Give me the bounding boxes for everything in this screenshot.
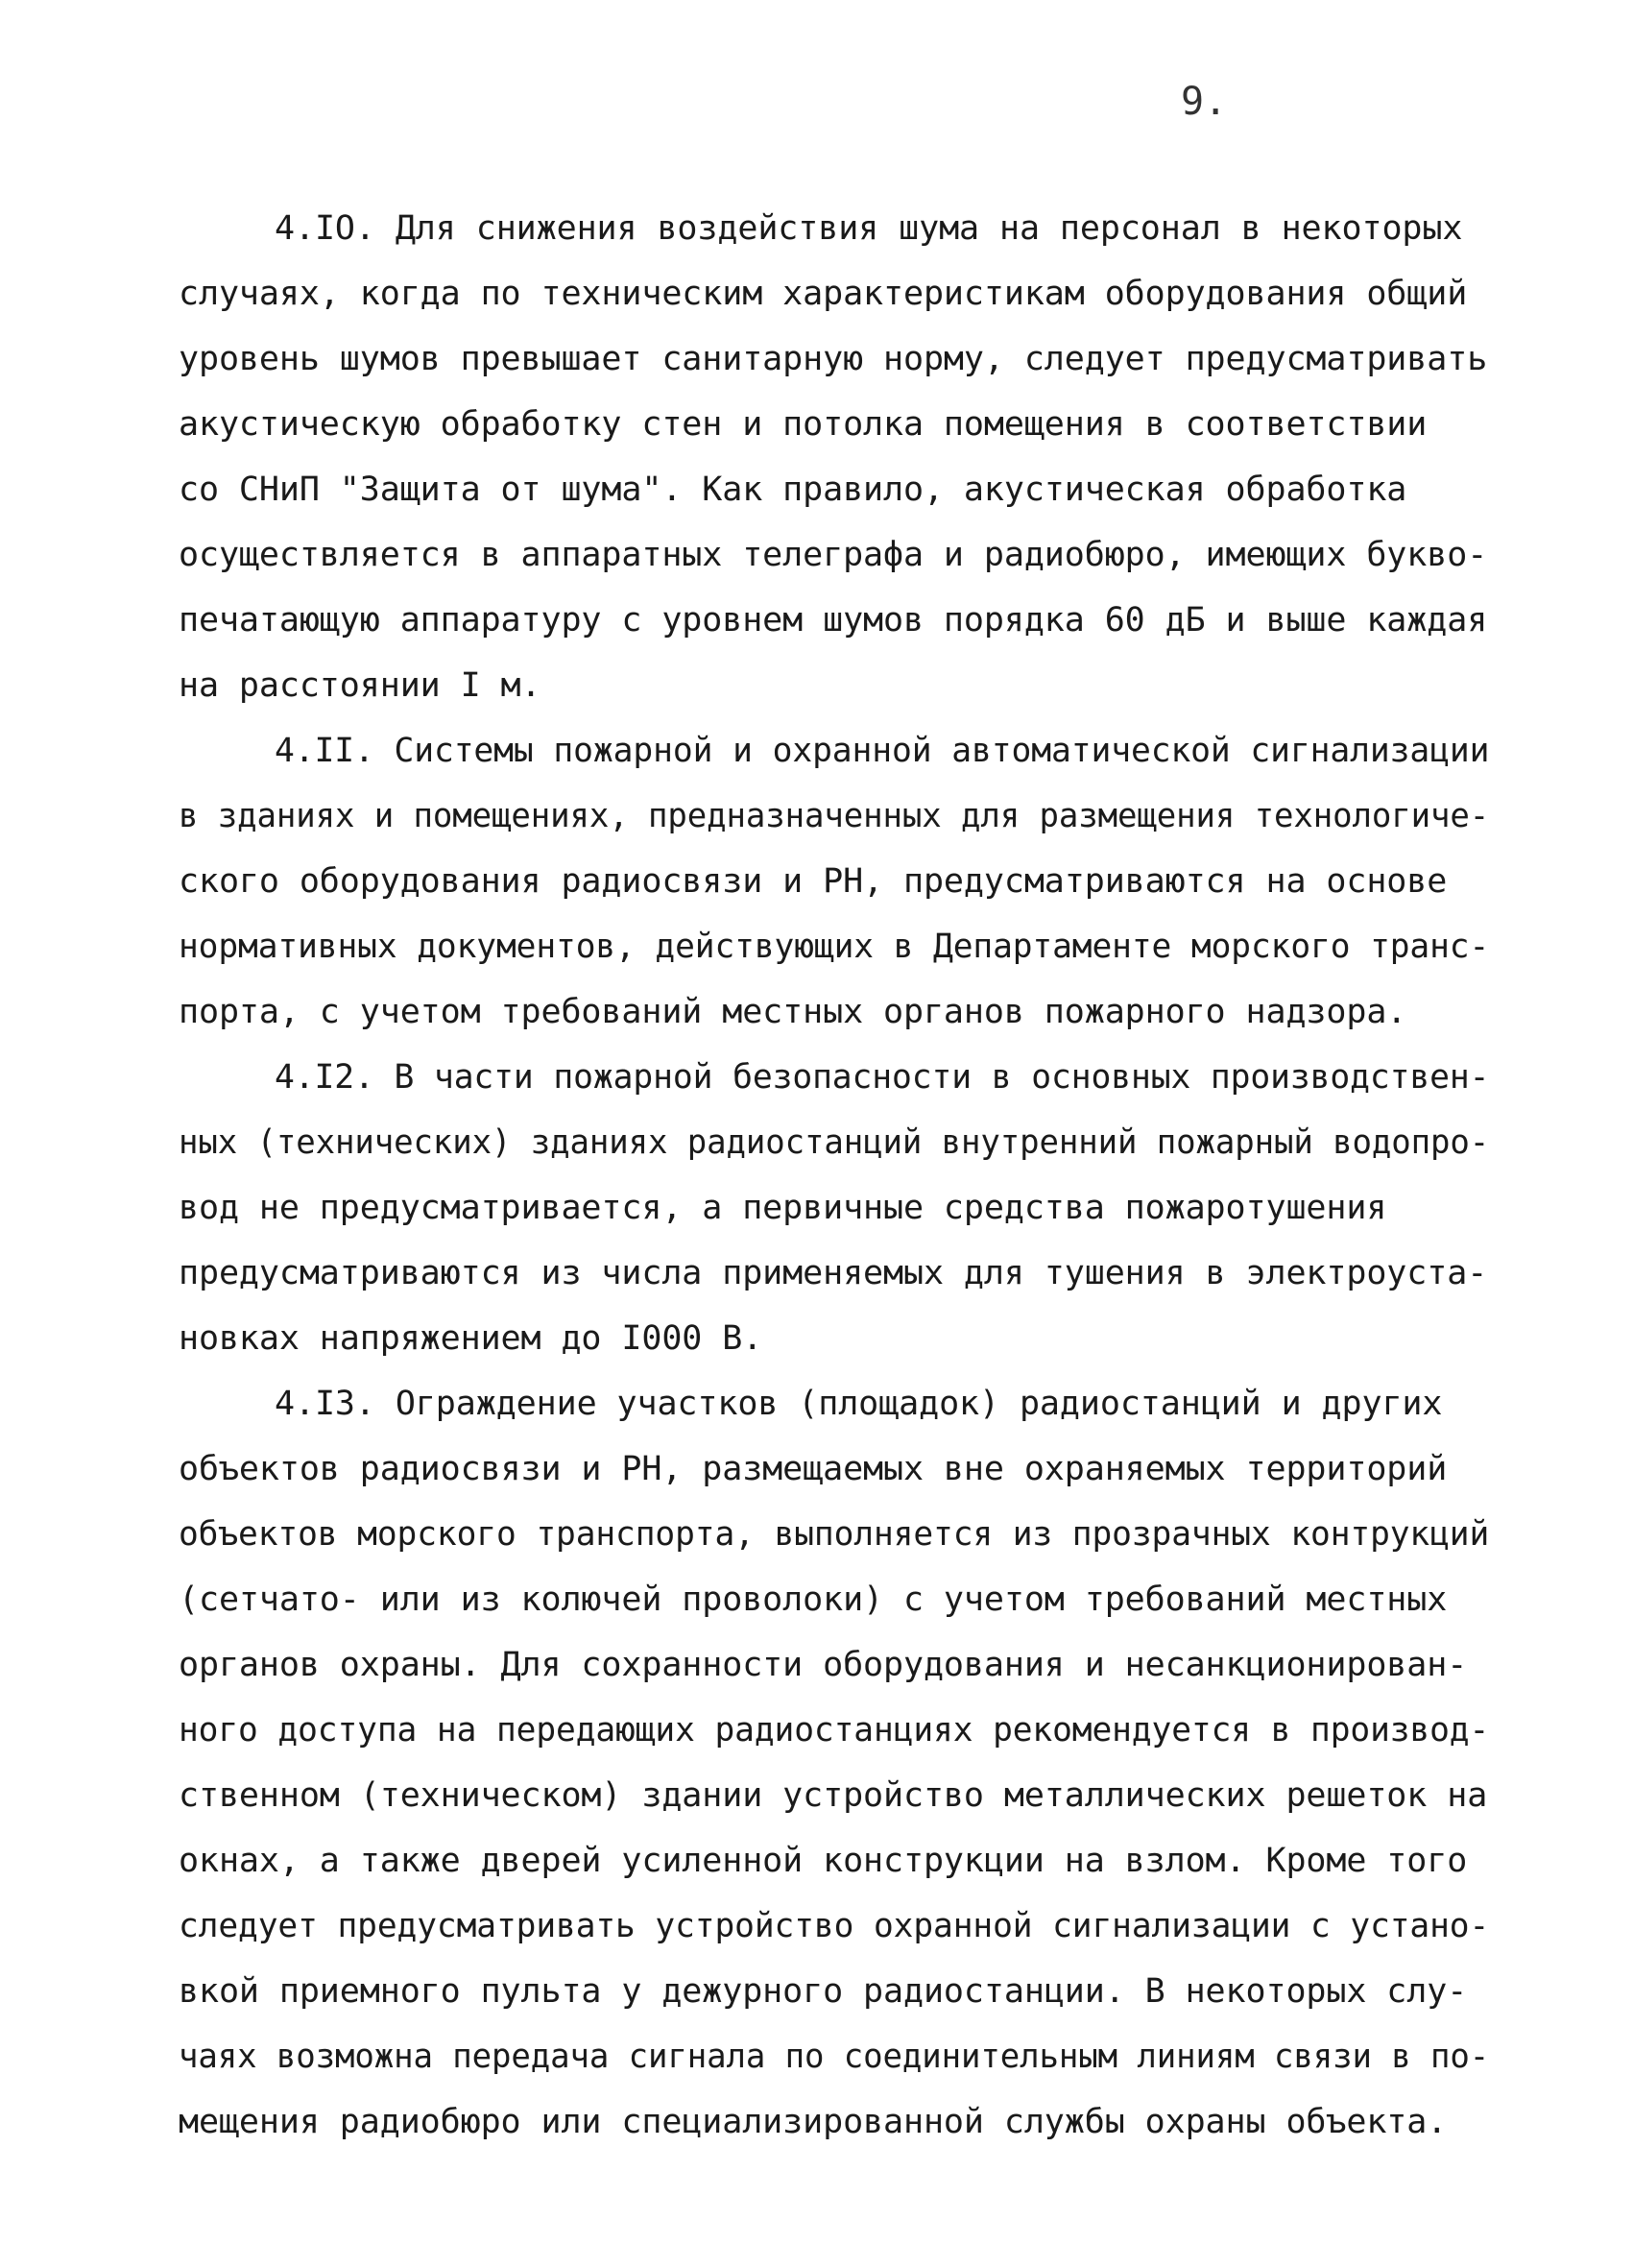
text-line: случаях, когда по техническим характеристикам оборудования общий [179,275,1468,313]
text-line: осуществляется в аппаратных телеграфа и радиобюро, имеющих букво- [179,536,1488,574]
text-line: печатающую аппаратуру с уровнем шумов порядка 60 дБ и выше каждая [179,601,1488,639]
text-line: со СНиП "Защита от шума". Как правило, акустическая обработка [179,470,1407,509]
text-line: следует предусматривать устройство охранной сигнализации с устано- [179,1907,1490,1945]
text-line: 4.I2. В части пожарной безопасности в основных производствен- [275,1058,1490,1097]
text-line: вод не предусматривается, а первичные средства пожаротушения [179,1189,1387,1227]
text-line: органов охраны. Для сохранности оборудования и несанкционирован- [179,1646,1468,1684]
text-line: акустическую обработку стен и потолка помещения в соответствии [179,405,1428,444]
text-line: (сетчато- или из колючей проволоки) с учетом требований местных [179,1580,1448,1619]
text-line: ного доступа на передающих радиостанциях рекомендуется в производ- [179,1711,1490,1749]
text-line: ственном (техническом) здании устройство металлических решеток на [179,1776,1488,1815]
text-line: в зданиях и помещениях, предназначенных для размещения технологиче- [179,797,1490,835]
text-line: 4.IO. Для снижения воздействия шума на персонал в некоторых [275,209,1463,248]
text-line: 4.II. Системы пожарной и охранной автоматической сигнализации [275,732,1490,770]
text-line: ных (технических) зданиях радиостанций внутренний пожарный водопро- [179,1123,1490,1162]
text-line: уровень шумов превышает санитарную норму, следует предусматривать [179,340,1488,378]
text-line: ского оборудования радиосвязи и РН, предусматриваются на основе [179,862,1448,901]
text-line: новках напряжением до I000 В. [179,1319,763,1358]
text-line: порта, с учетом требований местных органов пожарного надзора. [179,993,1407,1031]
text-line: на расстоянии I м. [179,666,541,705]
text-line: объектов радиосвязи и РН, размещаемых вне охраняемых территорий [179,1450,1448,1488]
text-line: предусматриваются из числа применяемых для тушения в электроуста- [179,1254,1488,1292]
text-line: мещения радиобюро или специализированной службы охраны объекта. [179,2103,1448,2141]
text-line: чаях возможна передача сигнала по соединительным линиям связи в по- [179,2038,1490,2076]
text-line: 4.I3. Ограждение участков (площадок) радиостанций и других [275,1385,1443,1423]
page-number: 9. [1181,80,1228,124]
text-line: объектов морского транспорта, выполняется из прозрачных контрукций [179,1515,1490,1554]
text-line: нормативных документов, действующих в Департаменте морского транс- [179,928,1490,966]
text-line: окнах, а также дверей усиленной конструкции на взлом. Кроме того [179,1842,1468,1880]
text-line: вкой приемного пульта у дежурного радиостанции. В некоторых слу- [179,1972,1468,2011]
